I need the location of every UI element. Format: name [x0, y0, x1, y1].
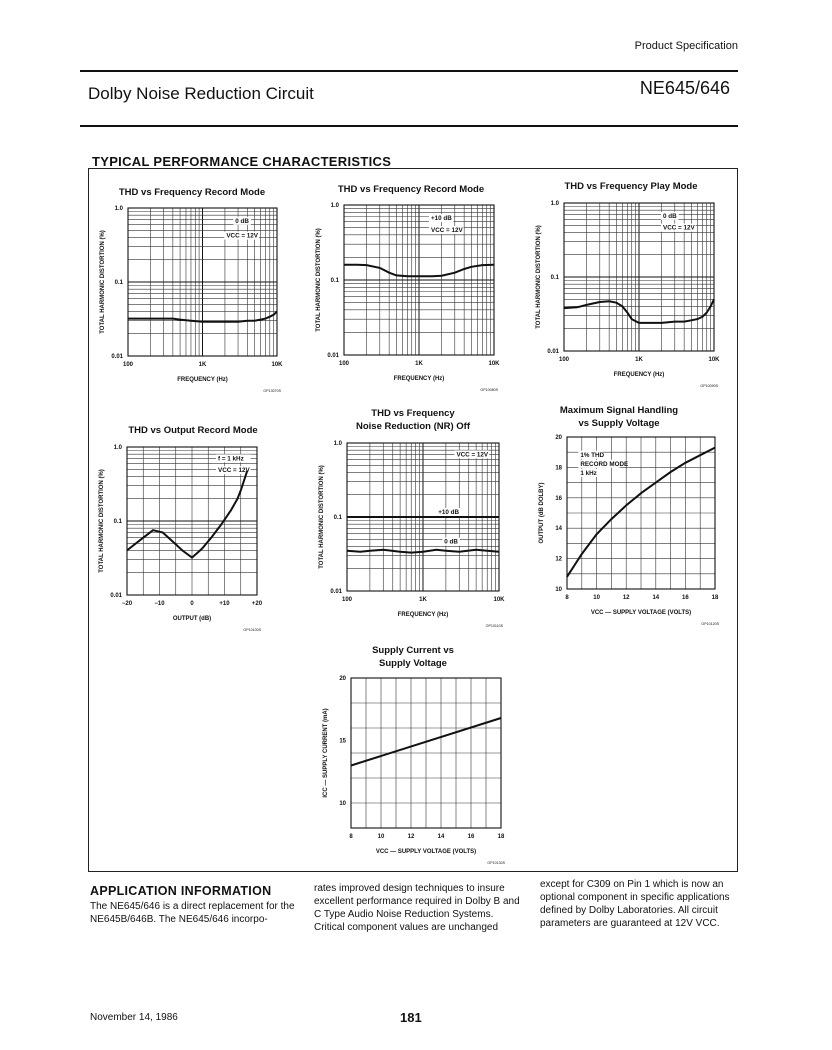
header-rule-top — [80, 70, 738, 72]
charts-panel — [88, 168, 738, 872]
chart-c3 — [536, 181, 720, 388]
x-tick-label: 10 — [593, 595, 600, 601]
x-tick-label: 10 — [377, 834, 385, 840]
y-tick-label: 20 — [555, 435, 562, 441]
x-tick-label: +10 — [219, 601, 230, 607]
y-tick-label: 0.01 — [547, 349, 559, 355]
chart-subtitle: vs Supply Voltage — [578, 418, 660, 429]
y-tick-label: 1.0 — [330, 203, 339, 209]
application-heading: APPLICATION INFORMATION — [90, 884, 272, 898]
x-tick-label: 8 — [349, 834, 353, 840]
chart-title: Maximum Signal Handling — [559, 405, 679, 416]
figure-code: OP10120S — [701, 622, 719, 626]
y-tick-label: 1.0 — [113, 445, 122, 451]
y-tick-label: 1.0 — [550, 201, 559, 207]
page-number: 181 — [400, 1010, 422, 1025]
y-tick-label: 0.1 — [114, 280, 123, 286]
annotation-label: 1% THD — [580, 451, 605, 459]
chart-title: THD vs Frequency Record Mode — [337, 184, 485, 195]
part-number: NE645/646 — [639, 78, 730, 98]
chart-title: THD vs Frequency Record Mode — [118, 187, 266, 198]
x-tick-label: −10 — [154, 601, 165, 607]
annotation-label: 0 dB — [444, 538, 458, 546]
y-axis-label: TOTAL HARMONIC DISTORTION (%) — [100, 230, 106, 334]
x-tick-label: 16 — [467, 834, 475, 840]
figure-code: OP10130S — [487, 861, 505, 865]
section-title: TYPICAL PERFORMANCE CHARACTERISTICS — [92, 154, 392, 169]
figure-code: OP10100S — [243, 628, 261, 632]
x-tick-label: 10K — [493, 597, 505, 603]
chart-grid — [128, 208, 277, 356]
chart-c2 — [316, 184, 500, 392]
annotation-label: RECORD MODE — [580, 460, 629, 468]
x-tick-label: −20 — [121, 601, 133, 607]
y-tick-label: 18 — [555, 465, 562, 472]
chart-subtitle: Supply Voltage — [379, 658, 447, 669]
y-tick-label: 12 — [555, 556, 562, 563]
chart-title: THD vs Frequency Play Mode — [564, 181, 698, 192]
annotation-label: VCC = 12V — [226, 232, 259, 240]
chart-c5 — [319, 408, 505, 628]
x-tick-label: 100 — [338, 361, 350, 367]
x-axis-label: OUTPUT (dB) — [172, 616, 212, 622]
y-axis-label: TOTAL HARMONIC DISTORTION (%) — [536, 225, 542, 329]
figure-code: OP10090S — [700, 384, 718, 388]
x-tick-label: 1K — [419, 597, 427, 603]
y-axis-label: TOTAL HARMONIC DISTORTION (%) — [319, 465, 325, 569]
footer-date: November 14, 1986 — [90, 1012, 178, 1023]
chart-subtitle: Noise Reduction (NR) Off — [356, 421, 470, 432]
y-tick-label: 16 — [555, 495, 562, 502]
x-tick-label: 10K — [708, 357, 720, 363]
x-axis-label: FREQUENCY (Hz) — [177, 377, 228, 383]
y-tick-label: 10 — [555, 587, 562, 593]
y-tick-label: 0.01 — [110, 593, 122, 599]
x-tick-label: 100 — [122, 362, 134, 368]
figure-code: OP10110S — [485, 624, 503, 628]
x-tick-label: 14 — [437, 834, 445, 840]
figure-code: OP10080S — [480, 388, 498, 392]
annotation-label: VCC = 12V — [456, 451, 489, 459]
annotation-label: VCC = 12V — [663, 224, 695, 232]
y-tick-label: 0.1 — [113, 519, 122, 525]
y-tick-label: 1.0 — [333, 441, 342, 447]
product-spec-label: Product Specification — [634, 40, 738, 52]
x-axis-label: FREQUENCY (Hz) — [393, 376, 445, 382]
chart-c6 — [539, 405, 720, 626]
x-tick-label: 100 — [558, 357, 570, 363]
y-axis-label: OUTPUT (dB DOLBY) — [539, 482, 545, 544]
x-tick-label: 18 — [497, 834, 505, 840]
x-axis-label: VCC — SUPPLY VOLTAGE (VOLTS) — [375, 849, 477, 855]
y-tick-label: 0.1 — [330, 278, 339, 284]
y-tick-label: 0.01 — [330, 589, 342, 595]
chart-c7 — [323, 645, 506, 865]
document-title: Dolby Noise Reduction Circuit — [88, 84, 314, 103]
annotation-label: f = 1 kHz — [218, 455, 244, 463]
chart-c4 — [99, 425, 263, 632]
x-tick-label: 1K — [198, 362, 207, 368]
x-tick-label: 18 — [711, 595, 719, 601]
x-tick-label: 1K — [635, 357, 643, 363]
annotation-label: 1 kHz — [580, 470, 597, 477]
y-axis-label: TOTAL HARMONIC DISTORTION (%) — [316, 228, 322, 332]
y-tick-label: 15 — [339, 738, 346, 745]
y-axis-label: TOTAL HARMONIC DISTORTION (%) — [99, 469, 105, 573]
y-tick-label: 14 — [555, 526, 562, 533]
x-tick-label: 16 — [682, 595, 689, 601]
chart-c1 — [100, 187, 283, 393]
annotation-label: +10 dB — [438, 509, 460, 517]
series-line — [127, 471, 247, 558]
x-axis-label: FREQUENCY (Hz) — [613, 372, 665, 378]
application-text-col1: The NE645/646 is a direct replacement for the NE645B/646B. The NE645/646 incorpo- — [90, 901, 295, 925]
y-tick-label: 0.01 — [111, 354, 123, 360]
figure-code: OP13070S — [263, 389, 281, 393]
x-axis-label: VCC — SUPPLY VOLTAGE (VOLTS) — [590, 610, 692, 616]
chart-title: Supply Current vs — [372, 645, 454, 656]
x-tick-label: +20 — [251, 601, 263, 607]
annotation-label: VCC = 12V — [431, 227, 463, 234]
x-tick-label: 12 — [407, 834, 415, 840]
chart-grid — [344, 205, 494, 355]
chart-title: THD vs Output Record Mode — [128, 425, 258, 436]
x-tick-label: 100 — [341, 597, 353, 603]
annotation-label: 0 dB — [663, 212, 677, 220]
x-tick-label: 10K — [488, 361, 500, 367]
y-tick-label: 0.01 — [327, 353, 339, 359]
x-tick-label: 0 — [190, 601, 194, 607]
y-tick-label: 10 — [339, 801, 346, 807]
x-tick-label: 14 — [652, 595, 660, 601]
application-text-col3: except for C309 on Pin 1 which is now an optional component in specific applications defined by Dolby Laboratories. All circuit parameters are guaranteed at 12V VCC. — [540, 879, 730, 929]
x-tick-label: 8 — [565, 595, 569, 601]
y-tick-label: 20 — [339, 676, 346, 682]
y-tick-label: 0.1 — [550, 275, 559, 281]
annotation-label: 0 dB — [235, 217, 249, 225]
chart-grid — [351, 678, 501, 828]
x-axis-label: FREQUENCY (Hz) — [397, 612, 449, 618]
charts-canvas — [89, 169, 737, 871]
y-axis-label: ICC — SUPPLY CURRENT (mA) — [323, 708, 329, 798]
y-tick-label: 0.1 — [333, 515, 342, 521]
chart-title: THD vs Frequency — [371, 408, 455, 419]
x-tick-label: 12 — [622, 595, 630, 601]
x-tick-label: 1K — [415, 361, 423, 367]
annotation-label: VCC = 12V — [218, 467, 250, 475]
x-tick-label: 10K — [271, 362, 283, 368]
annotation-label: +10 dB — [431, 215, 452, 222]
application-text-col2: rates improved design techniques to insure excellent performance required in Dolby B and C Type Audio Noise Reduction Systems. Critical component values are unchanged — [314, 883, 520, 933]
y-tick-label: 1.0 — [114, 206, 123, 212]
header-rule-bottom — [80, 125, 738, 127]
